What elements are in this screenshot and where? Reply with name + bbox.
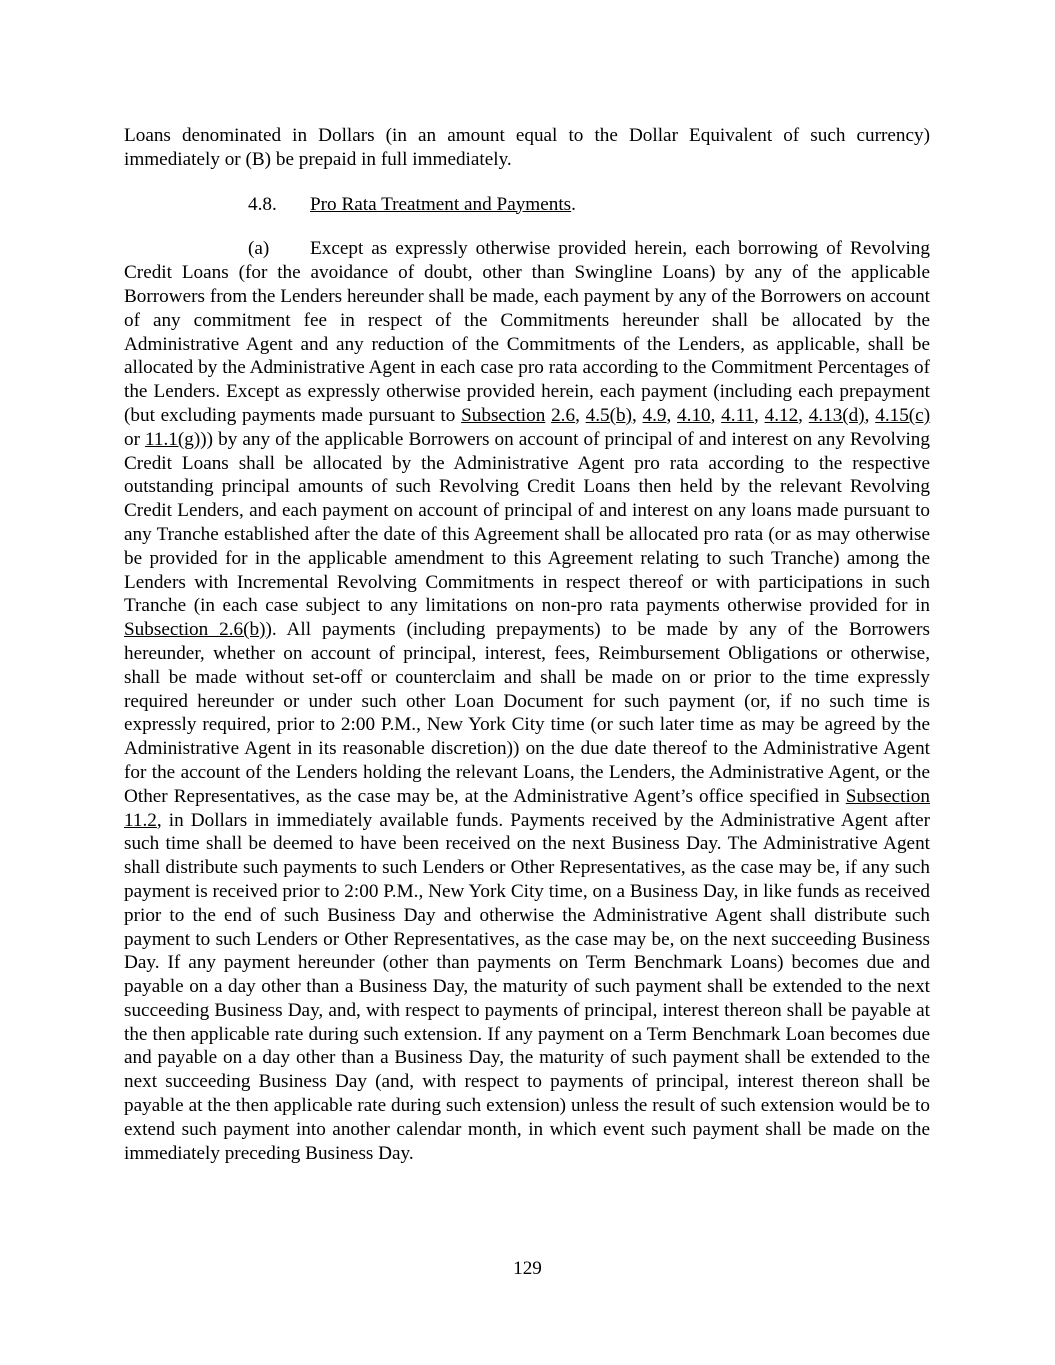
paragraph-text-1: Except as expressly otherwise provided herein, each borrowing of Revolving Credit Loans (for the avoidance of doubt, other than Swingline Loans) by any of the applicable Borrowers from the Lenders hereunder shall be made, each payment by any of the Borrowers on account of any commitment fee in respect of the Commitments hereunder shall be allocated by the Administrative Agent and any reduction of the Commitments of the Lenders, as applicable, shall be allocated by the Administrative Agent in each case pro rata according to the Commitment Percentages of the Lenders. Except as expressly otherwise provided herein, each payment (including each prepayment (but excluding payments made pursuant to (124, 238, 930, 426)
paragraph-label: (a) (248, 238, 270, 260)
paragraph-a: (a) Except as expressly otherwise provided herein, each borrowing of Revolving Credit Loans (for the avoidance of doubt, other than Swingline Loans) by any of the applicable Borrowers from the Lenders hereunder shall be made, each payment by any of the Borrowers on account of any commitment fee in respect of the Commitments hereunder shall be allocated by the Administrative Agent and any reduction of the Commitments of the Lenders, as applicable, shall be allocated by the Administrative Agent in each case pro rata according to the Commitment Percentages of the Lenders. Except as expressly otherwise provided herein, each payment (including each prepayment (but excluding payments made pursuant to Subsection 2.6, 4.5(b), 4.9, 4.10, 4.11, 4.12, 4.13(d), 4.15(c) or 11.1(g))) by any of the applicable Borrowers on account of principal of and interest on any Revolving Credit Loans shall be allocated by the Administrative Agent pro rata according to the respective outstanding principal amounts of such Revolving Credit Loans then held by the relevant Revolving Credit Lenders, and each payment on account of principal of and interest on any loans made pursuant to any Tranche established after the date of this Agreement shall be allocated pro rata (or as may otherwise be provided for in the applicable amendment to this Agreement relating to such Tranche) among the Lenders with Incremental Revolving Commitments in respect thereof or with participations in such Tranche (in each case subject to any limitations on non-pro rata payments otherwise provided for in Subsection 2.6(b)). All payments (including prepayments) to be made by any of the Borrowers hereunder, whether on account of principal, interest, fees, Reimbursement Obligations or otherwise, shall be made without set-off or counterclaim and shall be made on or prior to the time expressly required hereunder or under such other Loan Document for such payment (or, if no such time is expressly required, prior to 2:00 P.M., New York City time (or such later time as may be agreed by the Administrative Agent in its reasonable discretion)) on the due date thereof to the Administrative Agent for the account of the Lenders holding the relevant Loans, the Lenders, the Administrative Agent, or the Other Representatives, as the case may be, at the Administrative Agent’s office specified in Subsection 11.2, in Dollars in immediately available funds. Payments received by the Administrative Agent after such time shall be deemed to have been received on the next Business Day. The Administrative Agent shall distribute such payments to such Lenders or Other Representatives, as the case may be, if any such payment is received prior to 2:00 P.M., New York City time, on a Business Day, in like funds as received prior to the end of such Business Day and otherwise the Administrative Agent shall distribute such payment to such Lenders or Other Representatives, as the case may be, on the next succeeding Business Day. If any payment hereunder (other than payments on Term Benchmark Loans) becomes due and payable on a day other than a Business Day, the maturity of such payment shall be extended to the next succeeding Business Day, and, with respect to payments of principal, interest thereon shall be payable at the then applicable rate during such extension. If any payment on a Term Benchmark Loan becomes due and payable on a day other than a Business Day, the maturity of such payment shall be extended to the next succeeding Business Day (and, with respect to payments of principal, interest thereon shall be payable at the then applicable rate during such extension) unless the result of such extension would be to extend such payment into another calendar month, in which event such payment shall be made on the immediately preceding Business Day. (124, 238, 931, 1164)
ref-11-1g: 11.1(g) (145, 428, 201, 450)
ref-4-11: 4.11 (721, 404, 755, 426)
ref-4-12: 4.12 (764, 404, 799, 426)
paragraph-text-4: , in Dollars in immediately available funds. Payments received by the Administrative Agent after such time shall be deemed to have been received on the next Business Day. The Administrative Agent shall distribute such payments to such Lenders or Other Representatives, as the case may be, if any such payment is received prior to 2:00 P.M., New York City time, on a Business Day, in like funds as received prior to the end of such Business Day and otherwise the Administrative Agent shall distribute such payment to such Lenders or Other Representatives, as the case may be, on the next succeeding Business Day. If any payment hereunder (other than payments on Term Benchmark Loans) becomes due and payable on a day other than a Business Day, the maturity of such payment shall be extended to the next succeeding Business Day, and, with respect to payments of principal, interest thereon shall be payable at the then applicable rate during such extension. If any payment on a Term Benchmark Loan becomes due and payable on a day other than a Business Day, the maturity of such payment shall be extended to the next succeeding Business Day (and, with respect to payments of principal, interest thereon shall be payable at the then applicable rate during such extension) unless the result of such extension would be to extend such payment into another calendar month, in which event such payment shall be made on the immediately preceding Business Day. (124, 809, 930, 1164)
continuation-paragraph: Loans denominated in Dollars (in an amount equal to the Dollar Equivalent of such currency) immediately or (B) be prepaid in full immediately. (124, 125, 930, 170)
page-number: 129 (513, 1258, 542, 1279)
paragraph-text-2: )) by any of the applicable Borrowers on account of principal of and interest on any Revolving Credit Loans shall be allocated by the Administrative Agent pro rata according to the respective outstanding principal amounts of such Revolving Credit Loans then held by the relevant Revolving Credit Lenders, and each payment on account of principal of and interest on any loans made pursuant to any Tranche established after the date of this Agreement shall be allocated pro rata (or as may otherwise be provided for in the applicable amendment to this Agreement relating to such Tranche) among the Lenders with Incremental Revolving Commitments in respect thereof or with participations in such Tranche (in each case subject to any limitations on non-pro rata payments otherwise provided for in (124, 428, 930, 617)
section-number: 4.8. (248, 193, 277, 215)
ref-subsection-11-2: Subsection 11.2 (124, 785, 930, 831)
or-word: or (124, 428, 140, 450)
ref-4-5b: 4.5(b) (585, 404, 632, 426)
ref-subsection: Subsection (461, 404, 546, 426)
document-page (124, 124, 930, 1165)
section-title-suffix: . (571, 193, 576, 215)
section-title: Pro Rata Treatment and Payments (310, 193, 572, 215)
ref-subsection-2-6b: Subsection 2.6(b) (124, 619, 266, 641)
ref-4-15c: 4.15(c) (875, 404, 931, 426)
ref-4-9: 4.9 (642, 404, 667, 426)
ref-2-6: 2.6 (551, 404, 576, 426)
ref-4-13d: 4.13(d) (808, 404, 865, 426)
paragraph-text-3: ). All payments (including prepayments) to be made by any of the Borrowers hereunder, whether on account of principal, interest, fees, Reimbursement Obligations or otherwise, shall be made without set-off or counterclaim and shall be made on or prior to the time expressly required hereunder or under such other Loan Document for such payment (or, if no such time is expressly required, prior to 2:00 P.M., New York City time (or such later time as may be agreed by the Administrative Agent in its reasonable discretion)) on the due date thereof to the Administrative Agent for the account of the Lenders holding the relevant Loans, the Lenders, the Administrative Agent, or the Other Representatives, as the case may be, at the Administrative Agent’s office specified in (124, 619, 930, 807)
ref-4-10: 4.10 (677, 404, 711, 426)
section-heading (124, 193, 930, 217)
